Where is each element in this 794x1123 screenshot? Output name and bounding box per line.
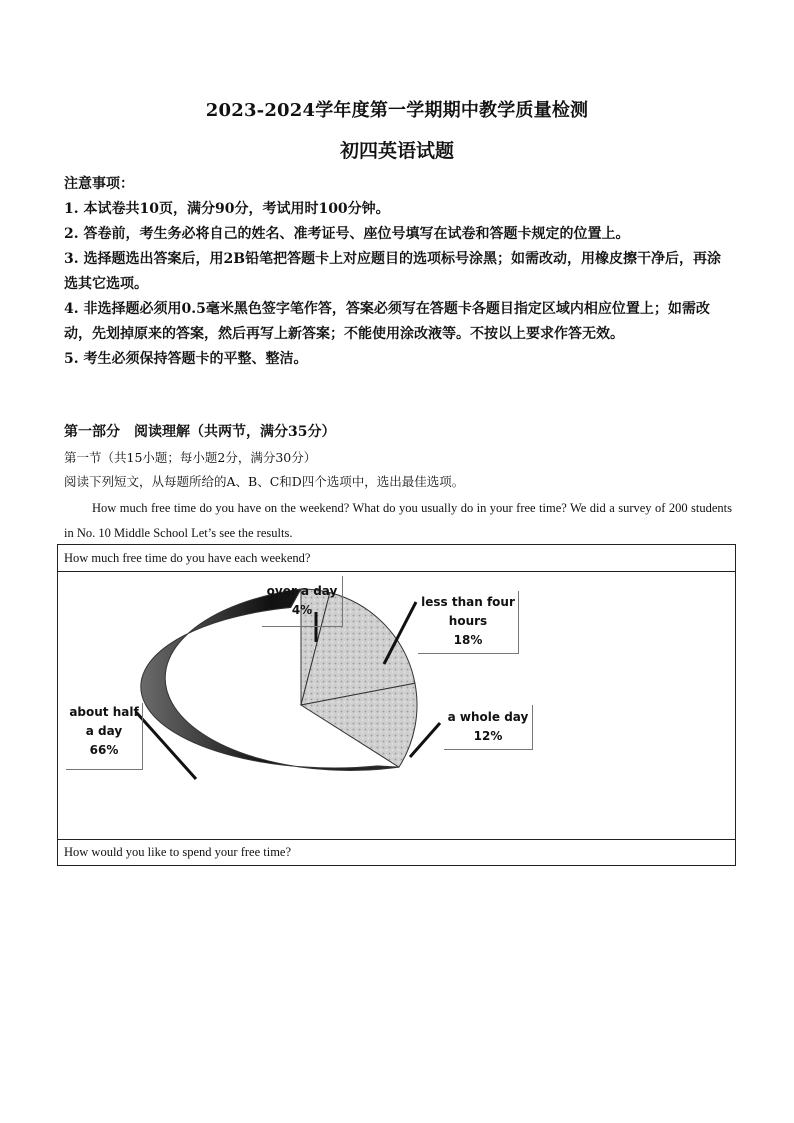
table-row-question-1: How much free time do you have each weekend? bbox=[58, 545, 735, 572]
label-value: 4% bbox=[291, 603, 313, 617]
label-text: less than four bbox=[421, 595, 515, 609]
passage: How much free time do you have on the weekend? What do you usually do in your free time? We did a survey of 200 students in No. 10 Middle School Let’s see the results. bbox=[64, 501, 732, 540]
exam-subtitle: 初四英语试题 bbox=[339, 140, 454, 162]
pie-chart bbox=[58, 572, 735, 841]
section-title: 第一节（共15小题；每小题2分，满分30分） bbox=[64, 450, 317, 465]
label-text: about half bbox=[69, 705, 139, 719]
label-less-than-four bbox=[418, 593, 518, 650]
label-value: 18% bbox=[453, 633, 483, 647]
label-over-a-day bbox=[262, 582, 342, 620]
exam-title: 2023-2024学年度第一学期期中教学质量检测 bbox=[205, 100, 589, 121]
notes-block bbox=[64, 172, 732, 372]
note-item: 1. 本试卷共10页，满分90分，考试用时100分钟。 bbox=[64, 201, 390, 217]
note-item: 3. 选择题选出答案后，用2B铅笔把答题卡上对应题目的选项标号涂黑；如需改动，用橡皮擦干净后，再涂选其它选项。 bbox=[64, 251, 722, 292]
label-text-2: a day bbox=[85, 724, 123, 738]
note-item: 5. 考生必须保持答题卡的平整、整洁。 bbox=[64, 351, 308, 367]
table-row-question-2: How would you like to spend your free time? bbox=[58, 839, 735, 865]
label-text: over a day bbox=[266, 584, 338, 598]
survey-table bbox=[57, 544, 736, 866]
instruction: 阅读下列短文，从每题所给的A、B、C和D四个选项中，选出最佳选项。 bbox=[64, 474, 465, 489]
part-title: 第一部分 阅读理解（共两节，满分35分） bbox=[64, 424, 336, 440]
label-half-day bbox=[66, 703, 142, 760]
label-text: a whole day bbox=[447, 710, 529, 724]
note-item: 2. 答卷前，考生务必将自己的姓名、准考证号、座位号填写在试卷和答题卡规定的位置上。 bbox=[64, 226, 630, 242]
label-value: 12% bbox=[473, 729, 503, 743]
label-value: 66% bbox=[89, 743, 119, 757]
notes-heading: 注意事项： bbox=[64, 176, 134, 192]
label-text-2: hours bbox=[448, 614, 488, 628]
note-item: 4. 非选择题必须用0.5毫米黑色签字笔作答，答案必须写在答题卡各题目指定区域内相应位置上；如需改动，先划掉原来的答案，然后再写上新答案；不能使用涂改液等。不按以上要求作答无效。 bbox=[64, 301, 710, 342]
label-whole-day bbox=[444, 708, 532, 746]
